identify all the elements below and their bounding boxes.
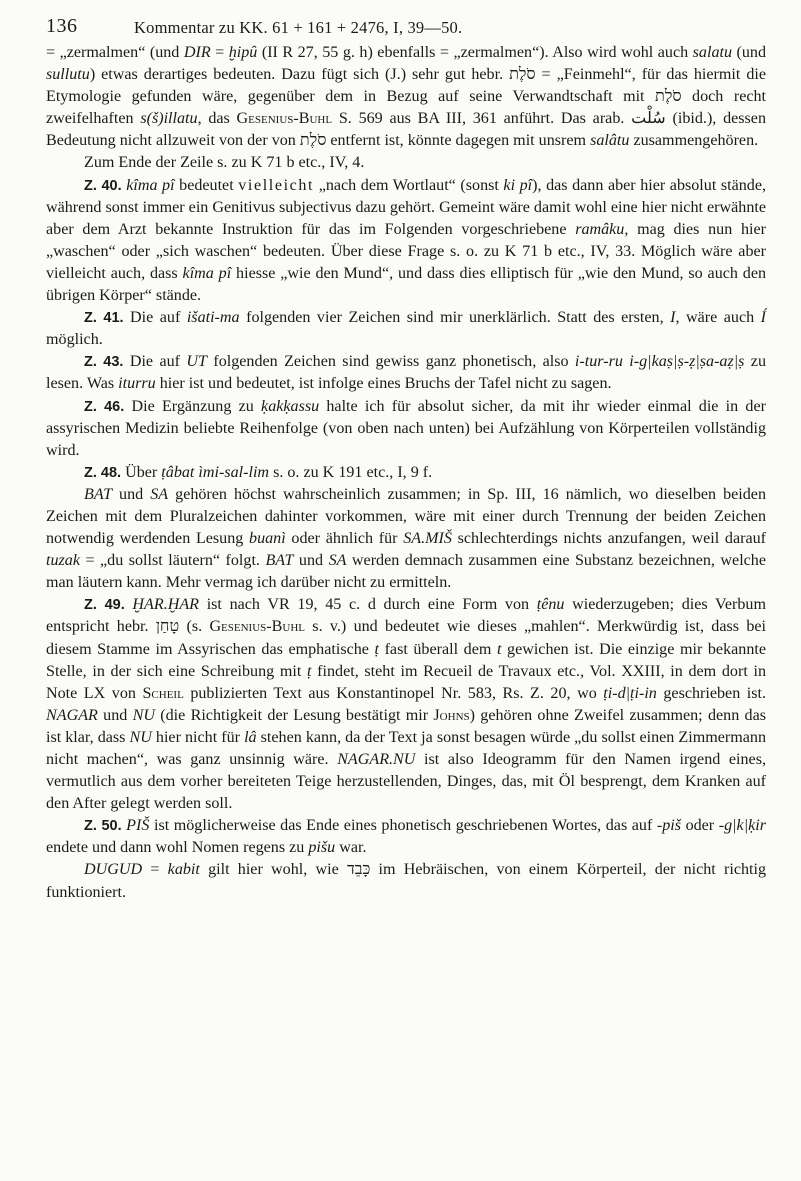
commentary-paragraph	[46, 152, 766, 174]
text-run: , wäre auch	[675, 309, 761, 327]
commentary-paragraph	[46, 175, 766, 308]
text-run: wiederzugeben; dies Verbum entspricht hebr. טָחַן (s.	[46, 596, 766, 636]
text-run: stehen kann, da der Text ja sonst besagen würde „du sollst einen Zimmermann nicht machen“, was ganz unsinnig wäre.	[46, 728, 766, 768]
italic-term: i-tur-ru i-g|kaṣ|ṣ-ẓ|ṣa-aẓ|ṣ	[574, 353, 745, 371]
text-run: und	[112, 485, 151, 503]
text-run: = „zermalmen“ (und	[46, 44, 184, 61]
commentary-paragraph	[46, 462, 766, 484]
commentary-paragraph	[46, 859, 766, 903]
line-reference: Z. 49.	[84, 597, 125, 614]
text-run: fast überall dem	[378, 640, 497, 658]
line-reference: Z. 40.	[84, 177, 122, 194]
author-name: Scheil	[142, 684, 184, 702]
text-run: ) etwas derartiges bedeuten. Dazu fügt sich (J.) sehr gut hebr. סֹלֶת = „Feinmehl“, für das hiermit die Etymologie gefunden wäre, gegenüber dem in Bezug auf seine Verwandtschaft mit סֹלֶת doch recht zweifelhaften	[46, 66, 766, 128]
author-name: Gesenius-Buhl	[236, 110, 333, 128]
italic-term: Í	[760, 309, 767, 327]
italic-term: s(š)illatu	[140, 110, 198, 128]
text-run: ) gehören ohne Zweifel zusammen; denn das ist klar, dass	[46, 706, 766, 746]
text-run: folgenden Zeichen sind gewiss ganz phonetisch, also	[206, 353, 575, 371]
text-run: gilt hier wohl, wie כָּבֵד im Hebräischen, von einem Körperteil, der nicht richtig funktioniert.	[46, 861, 766, 901]
text-run: bedeutet	[174, 176, 239, 194]
author-name: Gesenius-Buhl	[209, 618, 305, 636]
text-run: s. o. zu K 191 etc., I, 9 f.	[269, 463, 433, 481]
text-run: Über	[121, 463, 162, 481]
italic-term: buanì	[249, 530, 286, 548]
italic-term: ḪAR.ḪAR	[132, 596, 200, 614]
italic-term: salatu	[692, 44, 733, 61]
text-run: zusammengehören.	[629, 132, 759, 150]
italic-term: ramâku	[575, 220, 625, 238]
italic-term: -g|k|ḳir	[718, 817, 766, 835]
text-run: findet, steht im Recueil de Travaux etc., Vol. XXIII, in dem dort in Note LX von	[46, 662, 766, 702]
italic-term: sullutu	[46, 66, 90, 84]
italic-term: ṭ	[307, 662, 312, 680]
author-name: Johns	[433, 706, 470, 724]
text-run: zu lesen. Was	[46, 353, 766, 393]
italic-term: NU	[129, 728, 152, 746]
text-run: möglich.	[46, 331, 103, 349]
text-run: =	[142, 861, 168, 879]
italic-term: tuzak	[46, 552, 80, 570]
italic-term: ṭi-d|ṭi-in	[603, 684, 657, 702]
text-run: (II R 27, 55 g. h) ebenfalls = „zermalmen“). Also wird wohl auch	[257, 44, 693, 61]
text-run: hiesse „wie den Mund“, und dass dies elliptisch für „wie den Mund, so auch den übrigen Körper“ stände.	[46, 264, 767, 305]
running-head: Kommentar zu KK. 61 + 161 + 2476, I, 39—50.	[134, 18, 463, 37]
italic-term: ḳakḳassu	[261, 397, 320, 415]
text-run: werden demnach zusammen eine Substanz bezeichnen, welche man läutern kann. Mehr vermag ich darüber nicht zu ermitteln.	[46, 552, 766, 592]
commentary-paragraph	[46, 396, 766, 462]
line-reference: Z. 50.	[84, 818, 122, 835]
commentary-paragraph	[46, 594, 766, 815]
italic-term: -piš	[656, 817, 682, 835]
text-run: =	[210, 44, 229, 61]
text-run: oder	[681, 817, 719, 835]
italic-term: t	[496, 640, 502, 658]
italic-term: ṭâbat ìmi-sal-lim	[161, 463, 270, 481]
text-run: halte ich für absolut sicher, da mit ihr wieder einmal die in der assyrischen Medizin beliebte Reihenfolge (von oben nach unten) bei Aufzählung von Körperteilen vollständig wird.	[46, 397, 766, 459]
page-number: 136	[46, 15, 78, 37]
italic-term: DIR	[183, 44, 211, 61]
italic-term: NAGAR	[46, 706, 98, 724]
page-header	[46, 10, 766, 38]
commentary-body	[46, 42, 766, 904]
text-run: (und	[732, 44, 767, 61]
text-run: geschrieben ist.	[656, 684, 766, 702]
text-run: Die auf	[123, 309, 187, 327]
italic-term: NAGAR.NU	[337, 751, 416, 768]
italic-term: ki pî	[503, 176, 533, 194]
commentary-paragraph	[46, 307, 766, 351]
commentary-paragraph	[46, 42, 766, 152]
line-reference: Z. 43.	[84, 354, 124, 371]
italic-term: ṭênu	[536, 596, 565, 614]
italic-term: NU	[132, 706, 155, 724]
text-run: endete und dann wohl Nomen regens zu	[46, 839, 309, 857]
italic-term: iturru	[118, 375, 156, 393]
italic-term: kabit	[167, 861, 200, 879]
text-run: und	[97, 706, 133, 724]
text-run: ist möglicherweise das Ende eines phonetisch geschriebenen Wortes, das auf	[149, 817, 657, 835]
text-run: war.	[335, 839, 367, 857]
commentary-paragraph	[46, 484, 766, 594]
text-run: und	[293, 552, 329, 570]
text-run: = „du sollst läutern“ folgt.	[79, 552, 266, 570]
text-run: S. 569 aus BA III, 361 anführt. Das arab. سُلْت (ibid.), dessen Bedeutung nicht allzuweit von der von סֹלֶת entfernt ist, könnte dagegen mit unsrem	[46, 110, 766, 150]
italic-term: DUGUD	[84, 861, 143, 879]
text-run: Zum Ende der Zeile s. zu K 71 b etc., IV, 4.	[84, 154, 365, 172]
italic-term: kîma pî	[126, 176, 175, 194]
text-run: gehören höchst wahrscheinlich zusammen; in Sp. III, 16 nämlich, wo dieselben beiden Zeichen mit dem Pluralzeichen dahinter vorkommen, wäre mit einer durch Trennung der beiden Zeichen notwendig werdenden Lesung	[46, 485, 766, 548]
italic-term: BAT	[265, 552, 294, 570]
italic-term: UT	[186, 353, 207, 371]
line-reference: Z. 46.	[84, 398, 125, 415]
text-run: hier nicht für	[151, 728, 245, 746]
italic-term: kîma pî	[182, 264, 232, 282]
italic-term: salâtu	[590, 132, 630, 150]
text-run: (die Richtigkeit der Lesung bestätigt mir	[154, 706, 434, 724]
commentary-paragraph	[46, 351, 766, 395]
text-run: hier ist und bedeutet, ist infolge eines Bruchs der Tafel nicht zu sagen.	[155, 375, 612, 393]
line-reference: Z. 41.	[84, 310, 124, 327]
italic-term: PIŠ	[126, 817, 150, 835]
text-run: publizierten Text aus Konstantinopel Nr. 583, Rs. Z. 20, wo	[183, 684, 604, 702]
text-run: , das	[197, 110, 237, 128]
text-run: vielleicht	[238, 176, 315, 194]
text-run: ist also Ideogramm für den Namen irgend eines, vermutlich aus dem vorher bereiteten Teige herzustellenden, Dinges, das, mit Öl besprengt, dem Kranken auf den After gelegt werden soll.	[46, 751, 766, 813]
italic-term: lâ	[244, 728, 257, 746]
text-run: ist nach VR 19, 45 c. d durch eine Form von	[199, 596, 537, 614]
italic-term: I	[670, 309, 676, 327]
text-run: ), das dann aber hier absolut stände, während sonst immer ein Genitivus subjectivus dazu gehört. Gemeint wäre damit wohl eine hier nicht erwähnte aber dem Arzt bekannte Instruktion für das im Folgenden vorgeschriebene	[46, 176, 766, 238]
text-run: Die Ergänzung zu	[124, 397, 262, 415]
italic-term: pišu	[308, 839, 336, 857]
commentary-paragraph	[46, 815, 766, 859]
text-run: oder ähnlich für	[285, 530, 404, 548]
italic-term: išati-ma	[186, 309, 240, 327]
text-run: s. v.) und bedeutet wie dieses „mahlen“. Merkwürdig ist, dass bei diesem Stamme im Assyrischen das emphatische	[46, 618, 766, 658]
italic-term: BAT	[84, 485, 113, 503]
italic-term: SA.MIŠ	[403, 530, 452, 548]
text-run: folgenden vier Zeichen sind mir unerklärlich. Statt des ersten,	[239, 309, 671, 327]
line-reference: Z. 48.	[84, 464, 122, 481]
italic-term: ḫipû	[228, 44, 258, 61]
italic-term: SA	[328, 552, 347, 570]
text-run: , mag dies nun hier „waschen“ oder „sich waschen“ bedeuten. Über diese Frage s. o. zu K 71 b etc., IV, 33. Möglich wäre aber vielleicht auch, dass	[46, 220, 766, 282]
italic-term: ṭ	[374, 640, 379, 658]
text-run: schlechterdings nichts anzufangen, weil darauf	[451, 530, 766, 548]
text-run: „nach dem Wortlaut“ (sonst	[314, 176, 504, 194]
text-run: gewichen ist. Die einzige mir bekannte Stelle, in der sich eine Schreibung mit	[46, 640, 766, 680]
italic-term: SA	[150, 485, 169, 503]
text-run: Die auf	[123, 353, 187, 371]
